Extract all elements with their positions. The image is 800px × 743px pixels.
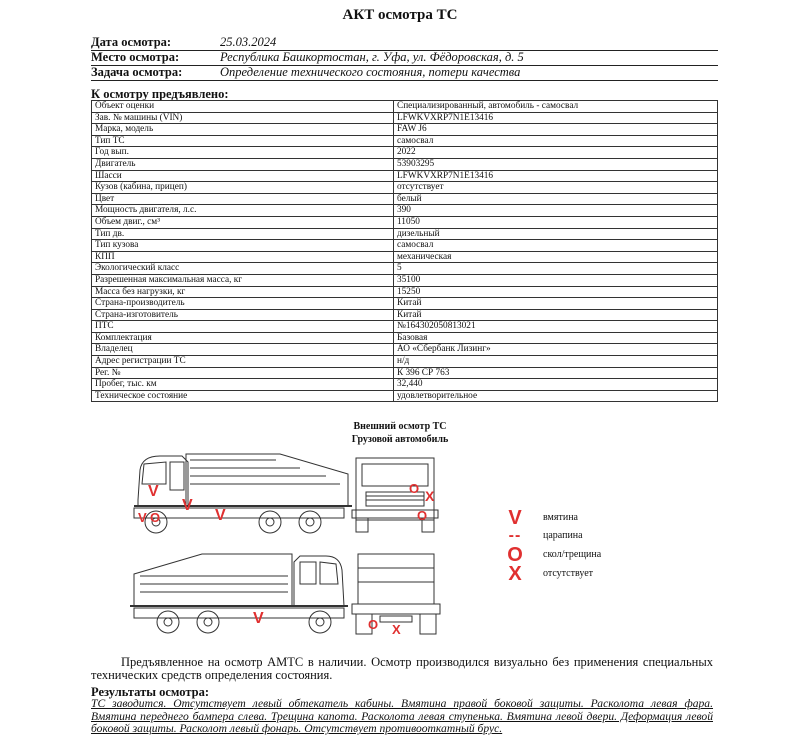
spec-label: Зав. № машины (VIN) [92, 112, 394, 124]
spec-value: К 396 СР 763 [394, 367, 718, 379]
spec-value: н/д [394, 356, 718, 368]
legend-label: царапина [543, 530, 583, 541]
spec-value: Китай [394, 298, 718, 310]
meta-row-date [91, 36, 718, 51]
truck-side-left-drawing [130, 554, 348, 633]
spec-label: Двигатель [92, 158, 394, 170]
spec-value: самосвал [394, 240, 718, 252]
spec-label: Мощность двигателя, л.с. [92, 205, 394, 217]
spec-row [92, 124, 718, 136]
spec-row [92, 182, 718, 194]
spec-label: Масса без нагрузки, кг [92, 286, 394, 298]
meta-key: Дата осмотра: [91, 36, 220, 51]
inspection-paragraph: Предъявленное на осмотр АМТС в наличии. Осмотр производился визуально без применения специальных технических средств определения состояния. [91, 655, 713, 682]
spec-row [92, 332, 718, 344]
meta-row-place [91, 51, 718, 66]
spec-value: Специализированный, автомобиль - самосвал [394, 101, 718, 113]
spec-row [92, 263, 718, 275]
spec-value: 15250 [394, 286, 718, 298]
spec-label: Адрес регистрации ТС [92, 356, 394, 368]
results-body: ТС заводится. Отсутствует левый обтекатель кабины. Вмятина правой боковой защиты. Расколота левая фара. Вмятина переднего бампера слева. Трещина капота. Расколота левая ступенька. Вмятина левой двери. Деформация левой боковой защиты. Расколот левый фонарь. Отсутствует противооткатный брус. [91, 697, 713, 736]
spec-label: ПТС [92, 321, 394, 333]
spec-row [92, 112, 718, 124]
spec-label: Шасси [92, 170, 394, 182]
spec-value: 2022 [394, 147, 718, 159]
meta-key: Задача осмотра: [91, 66, 220, 81]
results-heading: Результаты осмотра: [91, 685, 209, 699]
spec-row [92, 321, 718, 333]
spec-value: механическая [394, 251, 718, 263]
spec-label: Страна-изготовитель [92, 309, 394, 321]
spec-value: LFWKVXRP7N1E13416 [394, 112, 718, 124]
mark-missing-fairing: X [425, 488, 435, 504]
spec-row [92, 205, 718, 217]
spec-row [92, 193, 718, 205]
spec-row [92, 216, 718, 228]
meta-value: Республика Башкортостан, г. Уфа, ул. Фёдоровская, д. 5 [220, 51, 718, 66]
mark-dent-side-guard: V [215, 507, 226, 524]
spec-label: Пробег, тыс. км [92, 379, 394, 391]
spec-label: Тип ТС [92, 135, 394, 147]
spec-label: Техническое состояние [92, 390, 394, 402]
mark-dent-bumper: V [138, 510, 147, 525]
spec-value: самосвал [394, 135, 718, 147]
spec-value: LFWKVXRP7N1E13416 [394, 170, 718, 182]
spec-value: 53903295 [394, 158, 718, 170]
meta-value: Определение технического состояния, потери качества [220, 66, 718, 81]
spec-row [92, 356, 718, 368]
spec-row [92, 309, 718, 321]
legend-symbol: V [508, 507, 522, 529]
spec-row [92, 101, 718, 113]
spec-value: №164302050813021 [394, 321, 718, 333]
legend-label: вмятина [543, 512, 578, 523]
spec-label: Цвет [92, 193, 394, 205]
spec-label: Экологический класс [92, 263, 394, 275]
document-title: АКТ осмотра ТС [342, 7, 458, 23]
mark-missing-underrun-bar: X [392, 622, 401, 637]
figure-subtitle: Грузовой автомобиль [351, 434, 449, 445]
spec-value: 390 [394, 205, 718, 217]
spec-value: Китай [394, 309, 718, 321]
spec-row [92, 135, 718, 147]
legend-symbol: -- [508, 527, 522, 544]
legend-symbol: X [508, 563, 522, 585]
truck-diagram [130, 450, 450, 645]
spec-value: АО «Сбербанк Лизинг» [394, 344, 718, 356]
spec-value: отсутствует [394, 182, 718, 194]
spec-row [92, 228, 718, 240]
spec-label: Страна-производитель [92, 298, 394, 310]
spec-label: Объект оценки [92, 101, 394, 113]
spec-label: Разрешенная максимальная масса, кг [92, 274, 394, 286]
mark-dent-left-guard: V [253, 610, 264, 627]
spec-value: белый [394, 193, 718, 205]
spec-label: Марка, модель [92, 124, 394, 136]
spec-row [92, 367, 718, 379]
inspection-meta [91, 36, 718, 81]
spec-table [91, 100, 718, 402]
spec-label: Комплектация [92, 332, 394, 344]
spec-row [92, 170, 718, 182]
spec-row [92, 379, 718, 391]
results-text [91, 698, 713, 736]
spec-row [92, 390, 718, 402]
mark-dent-step: V [182, 497, 193, 514]
spec-row [92, 274, 718, 286]
legend-symbol: O [507, 544, 523, 566]
spec-value: 11050 [394, 216, 718, 228]
spec-row [92, 251, 718, 263]
spec-row [92, 158, 718, 170]
spec-value: 35100 [394, 274, 718, 286]
mark-chip-step: O [417, 508, 428, 523]
spec-value: дизельный [394, 228, 718, 240]
mark-chip-rear-lamp: O [368, 617, 379, 632]
spec-heading: К осмотру предъявлено: [91, 87, 229, 101]
meta-value: 25.03.2024 [220, 36, 718, 51]
spec-value: 5 [394, 263, 718, 275]
meta-key: Место осмотра: [91, 51, 220, 66]
figure-title: Внешний осмотр ТС [353, 421, 447, 432]
mark-dent-cabin: V [148, 483, 159, 500]
spec-value: Базовая [394, 332, 718, 344]
meta-row-task [91, 66, 718, 81]
spec-row [92, 147, 718, 159]
truck-side-right-drawing [134, 454, 352, 533]
spec-label: КПП [92, 251, 394, 263]
spec-label: Тип дв. [92, 228, 394, 240]
spec-label: Владелец [92, 344, 394, 356]
spec-label: Кузов (кабина, прицеп) [92, 182, 394, 194]
legend-label: скол/трещина [543, 549, 602, 560]
mark-chip-hood: O [409, 481, 420, 496]
spec-value: удовлетворительное [394, 390, 718, 402]
spec-label: Тип кузова [92, 240, 394, 252]
spec-label: Объем двиг., см³ [92, 216, 394, 228]
spec-value: 32,440 [394, 379, 718, 391]
spec-row [92, 286, 718, 298]
spec-row [92, 240, 718, 252]
spec-row [92, 298, 718, 310]
spec-label: Рег. № [92, 367, 394, 379]
spec-value: FAW J6 [394, 124, 718, 136]
mark-chip-headlight: O [150, 510, 161, 525]
spec-row [92, 344, 718, 356]
spec-label: Год вып. [92, 147, 394, 159]
legend-label: отсутствует [543, 568, 594, 579]
